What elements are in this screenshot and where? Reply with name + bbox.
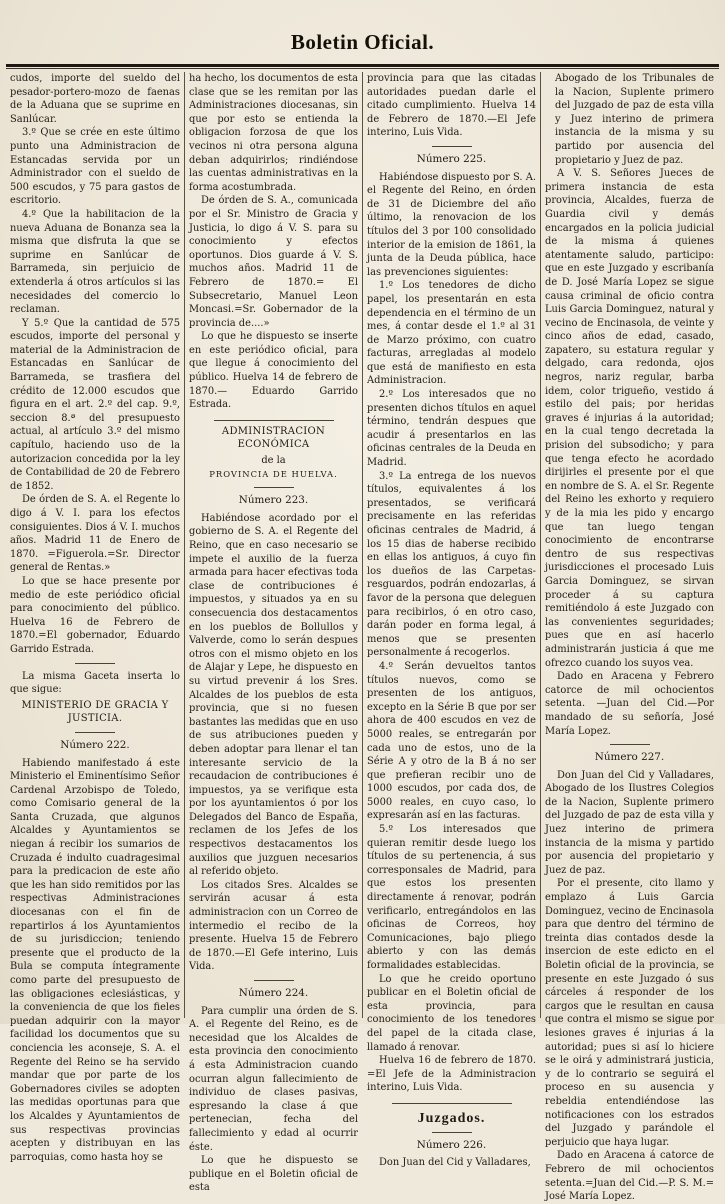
paragraph: cudos, importe del sueldo del pesador-portero-mozo de faenas de la Aduana que se suprime en Sanlúcar.	[10, 73, 180, 125]
column-4	[540, 72, 718, 1203]
column-1	[6, 72, 184, 1163]
paragraph: Lo que he creido oportuno publicar en el Boletin oficial de esta provincia, para conocimiento de los tenedores del papel de la citada clase, llamado á renovar.	[367, 973, 536, 1053]
separator	[432, 1132, 472, 1133]
paragraph: Por el presente, cito llamo y emplazo á Luis Garcia Dominguez, vecino de Encinasola para que dentro del término de treinta dias contados desde la insercion de este edicto en el Boletin oficial de la provincia, se presente en este Juzgado ó sus cárceles á responder de los cargos que le resultan en causa que contra el mismo se sigue por lesiones graves é injurias á la autoridad; pues si así lo hiciere se le oirá y administrará justicia, y de lo contrario se seguirá el proceso en su ausencia y rebeldia entendiéndose las notificaciones con los estrados del Juzgado y parándole el perjuicio que haya lugar.	[545, 878, 714, 1148]
separator	[432, 146, 472, 147]
notice-number: Número 223.	[238, 494, 309, 507]
paragraph: provincia para que las citadas autoridades puedan darle el citado cumplimiento. Huelva 14 de Febrero de 1870.—El Jefe interino, Luis Vida.	[367, 73, 536, 139]
separator	[392, 1103, 512, 1104]
paragraph: 1.º Los tenedores de dicho papel, los presentarán en esta dependencia en el término de un mes, á contar desde el 1.º al 31 de Marzo próximo, con cuatro facturas, arregladas al modelo que está de manifiesto en esta Administracion.	[367, 280, 536, 387]
paragraph: Don Juan del Cid y Valladares,	[379, 1157, 531, 1169]
paragraph: La misma Gaceta inserta lo que sigue:	[10, 670, 180, 696]
paragraph: Don Juan del Cid y Valladares, Abogado de los Ilustres Colegios de la Nacion, Suplente primero del Juzgado de paz de esta villa y Juez interino de primera instancia de la misma y partido por ausencia del propietario y Juez de paz.	[545, 769, 714, 876]
notice-number: Número 222.	[60, 738, 130, 751]
paragraph: Habiéndose acordado por el gobierno de S. A. el Regente del Reino, que en caso necesario se impete el auxilio de la fuerza armada para hacer efectivas toda clase de contribuciones é impuestos, y situados ya en su consecuencia dos destacamentos en los pueblos de Bollullos y Valverde, como lo serán despues otros con el mismo objeto en los de Alajar y Lepe, he dispuesto en su virtud prevenir á los Sres. Alcaldes de los pueblos de esta provincia, que si no fuesen bastantes las medidas que en uso de sus atribuciones pueden y deben adoptar para llenar el tan interesante servicio de la recaudacion de contribuciones é impuestos, ya se verifique esta por los ayuntamientos ó por los Delegados del Banco de España, reclamen de los Jefes de los respectivos destacamentos los auxilios que juzguen necesarios al referido objeto.	[189, 512, 358, 878]
column-2	[184, 72, 362, 1194]
separator	[214, 420, 334, 421]
text-columns	[6, 72, 719, 1203]
paragraph: 4.º Que la habilitacion de la nueva Aduana de Bonanza sea la misma que disfruta la que se suprime en Sanlúcar de Barrameda, sin perjuicio de extenderla á otros artículos si las necesidades del comercio lo reclaman.	[10, 208, 180, 316]
paragraph: Y 5.º Que la cantidad de 575 escudos, importe del personal y material de la Administracion de Estancadas en Sanlúcar de Barrameda, se trasfiera del crédito de 12.000 escudos que figura en el art. 2.º del cap. 9.º, seccion 8.ª del presupuesto actual, al artículo 3.º del mismo capítulo, haciendo uso de la autorizacion concedida por la ley de Contabilidad de 20 de Febrero de 1852.	[10, 317, 180, 492]
page-title: Boletin Oficial.	[290, 30, 435, 54]
paragraph: Lo que se hace presente por medio de este periódico oficial para conocimiento del público. Huelva 16 de Febrero de 1870.=El gobernador, Eduardo Garrido Estrada.	[10, 575, 180, 655]
section-subheading: PROVINCIA DE HUELVA.	[209, 468, 338, 479]
masthead-rule-thick	[6, 64, 719, 67]
separator	[75, 663, 115, 664]
paragraph: 2.º Los interesados que no presenten dichos títulos en aquel término, tendrán despues que acudir á presentarlos en las oficinas centrales de la Deuda en Madrid.	[367, 389, 536, 469]
paragraph: Para cumplir una órden de S. A. el Regente del Reino, es de necesidad que los Alcaldes de esta provincia den conocimiento á esta Administracion cuando ocurran algun fallecimiento de individuo de clases pasivas, espresando la clase á que pertenecian, fecha del fallecimiento y edad al ocurrir éste.	[189, 1005, 358, 1153]
notice-number: Número 224.	[238, 987, 309, 999]
paragraph: Dado en Aracena á catorce de Febrero de mil ochocientos setenta.=Juan del Cid.—P. S. M.= José María Lopez.	[545, 1150, 714, 1203]
section-subheading: de la	[261, 455, 286, 467]
paragraph: Los citados Sres. Alcaldes se servirán acusar á esta administracion con un Correo de intermedio el recibo de la presente. Huelva 15 de Febrero de 1870.—El Gefe interino, Luis Vida.	[189, 879, 358, 973]
paragraph: Lo que he dispuesto se publique en el Boletin oficial de esta	[189, 1155, 358, 1194]
paragraph: 5.º Los interesados que quieran remitir desde luego los títulos de su pertenencia, á sus corresponsales de Madrid, para que estos los presenten directamente á renovar, podrán verificarlo, entregándolos en las oficinas de Correos, hoy Comunicaciones, bajo pliego abierto y con las demás formalidades establecidas.	[367, 824, 536, 971]
separator	[75, 732, 115, 733]
paragraph: 4.º Serán devueltos tantos títulos nuevos, como se presenten de los antiguos, excepto en la Série B que por ser ahora de 400 escudos en vez de 5000 reales, se entregarán por cada uno de estos, uno de la Série A y otro de la B á no ser que prefieran recibir uno de 1000 escudos, por cada dos, de 5000 reales, en cuyo caso, lo expresarán así en las facturas.	[367, 660, 536, 822]
paragraph: De órden de S. A. el Regente lo digo á V. I. para los efectos consiguientes. Dios á V. I. muchos años. Madrid 11 de Enero de 1870. =Figuerola.=Sr. Director general de Rentas.»	[10, 494, 181, 574]
section-heading: MINISTERIO DE GRACIA Y JUSTICIA.	[21, 699, 169, 725]
section-heading: ADMINISTRACION ECONÓMICA	[221, 425, 326, 451]
paragraph: Lo que he dispuesto se inserte en este periódico oficial, para que llegue á conocimiento del público. Huelva 14 de febrero de 1870.— Eduardo Garrido Estrada.	[189, 331, 358, 411]
paragraph: 3.º La entrega de los nuevos títulos, equivalentes á los presentados, se verificará precisamente en las referidas oficinas centrales de Madrid, á los 15 dias de haberse recibido en ellas los antiguos, á cuyo fin los dueños de las Carpetas-resguardos, podrán endozarlas, á favor de la persona que deleguen para recibirlos, ó en otro caso, darán poder en forma legal, á menos que se presenten personalmente á recogerlos.	[367, 470, 536, 659]
paragraph: Habiendo manifestado á este Ministerio el Eminentísimo Señor Cardenal Arzobispo de Toledo, como Comisario general de la Santa Cruzada, que algunos Alcaldes y Ayuntamientos se niegan á recibir los sumarios de Cruzada é indulto cuadragesimal para la predicacion de este año que les han sido remitidos por las respectivas Administraciones diocesanas con el fin de repartirlos á los Ayuntamientos de su jurisdiccion; teniendo presente que el producto de la Bula se computa íntegramente como parte del presupuesto de las obligaciones eclesiásticas, y la conveniencia de que los fieles puedan adquirir con la mayor facilidad los documentos que su conciencia les aconseje, S. A. el Regente del Reino se ha servido mandar que por parte de los Gobernadores civiles se adopten las medidas oportunas para que los Alcaldes y Ayuntamientos de sus respectivas provincias acepten y distribuyan en las parroquias, como hasta hoy se	[10, 757, 180, 1163]
paragraph: Abogado de los Tribunales de la Nacion, Suplente primero del Juzgado de paz de esta villa y Juez interino de primera instancia de la misma y su partido por ausencia del propietario y Juez de paz.	[555, 73, 714, 166]
column-3	[362, 72, 540, 1169]
paragraph: De órden de S. A., comunicada por el Sr. Ministro de Gracia y Justicia, lo digo á V. S. para su conocimiento y efectos oportunos. Dios guarde á V. S. muchos años. Madrid 11 de Febrero de 1870.= El Subsecretario, Manuel Leon Moncasi.=Sr. Gobernador de la provincia de....»	[189, 195, 358, 329]
paragraph: Dado en Aracena y Febrero catorce de mil ochocientos setenta. —Juan del Cid.—Por mandado de su señoría, José María Lopez.	[545, 671, 714, 737]
paragraph: A V. S. Señores Jueces de primera instancia de esta provincia, Alcaldes, fuerza de Guardia civil y demás encargados en la policia judicial de la misma á quienes atentamente saludo, participo: que en este Juzgado y escribanía de D. José María Lopez se sigue causa criminal de oficio contra Luis Garcia Dominguez, natural y vecino de Encinasola, de veinte y cinco años de edad, casado, zapatero, su estatura regular y delgado, cara redonda, ojos negros, nariz regular, barba idem, color trigueño, vestido á estilo del pais; por heridas graves é injurias á la autoridad; en la cual tengo decretada la prision del subsodicho; y para que tenga efecto he acordado dirijirles el presente por el que en nombre de S. A. el Sr. Regente del Reino les exhorto y requiero y de la mia les pido y encargo que tan luego tengan conocimiento de encontrarse dentro de sus respectivas jurisdicciones el procesado Luis Garcia Dominguez, se sirvan proceder á su captura remitiéndolo á este Juzgado con las convenientes seguridades; pues que en así hacerlo administrarán justicia á que me ofrezco cuando los suyos vea.	[545, 168, 714, 669]
notice-number: Número 227.	[594, 751, 665, 764]
masthead	[0, 22, 725, 62]
separator	[254, 487, 294, 488]
separator	[610, 744, 650, 745]
section-heading: Juzgados.	[417, 1110, 486, 1126]
masthead-rule-thin	[6, 68, 719, 69]
paragraph: Habiéndose dispuesto por S. A. el Regente del Reino, en órden de 31 de Diciembre del año último, la renovacion de los títulos del 3 por 100 consolidado interior de la emision de 1861, la junta de la Deuda pública, hace las prevenciones siguientes:	[367, 171, 536, 278]
notice-number: Número 226.	[416, 1138, 487, 1151]
separator	[254, 980, 294, 981]
paragraph: ha hecho, los documentos de esta clase que se les remitan por las Administraciones diocesanas, sin que por esto se entienda la obligacion forzosa de que los vecinos ni otra persona alguna deban adquirirlos; rindiéndose las cuentas administrativas en la forma acostumbrada.	[189, 73, 358, 193]
notice-number: Número 225.	[416, 152, 487, 165]
paragraph: 3.º Que se crée en este último punto una Administracion de Estancadas servida por un Administrador con el sueldo de 500 escudos, y 75 para gastos de escritorio.	[10, 127, 180, 207]
paragraph: Huelva 16 de febrero de 1870. =El Jefe de la Administracion interino, Luis Vida.	[367, 1055, 536, 1094]
